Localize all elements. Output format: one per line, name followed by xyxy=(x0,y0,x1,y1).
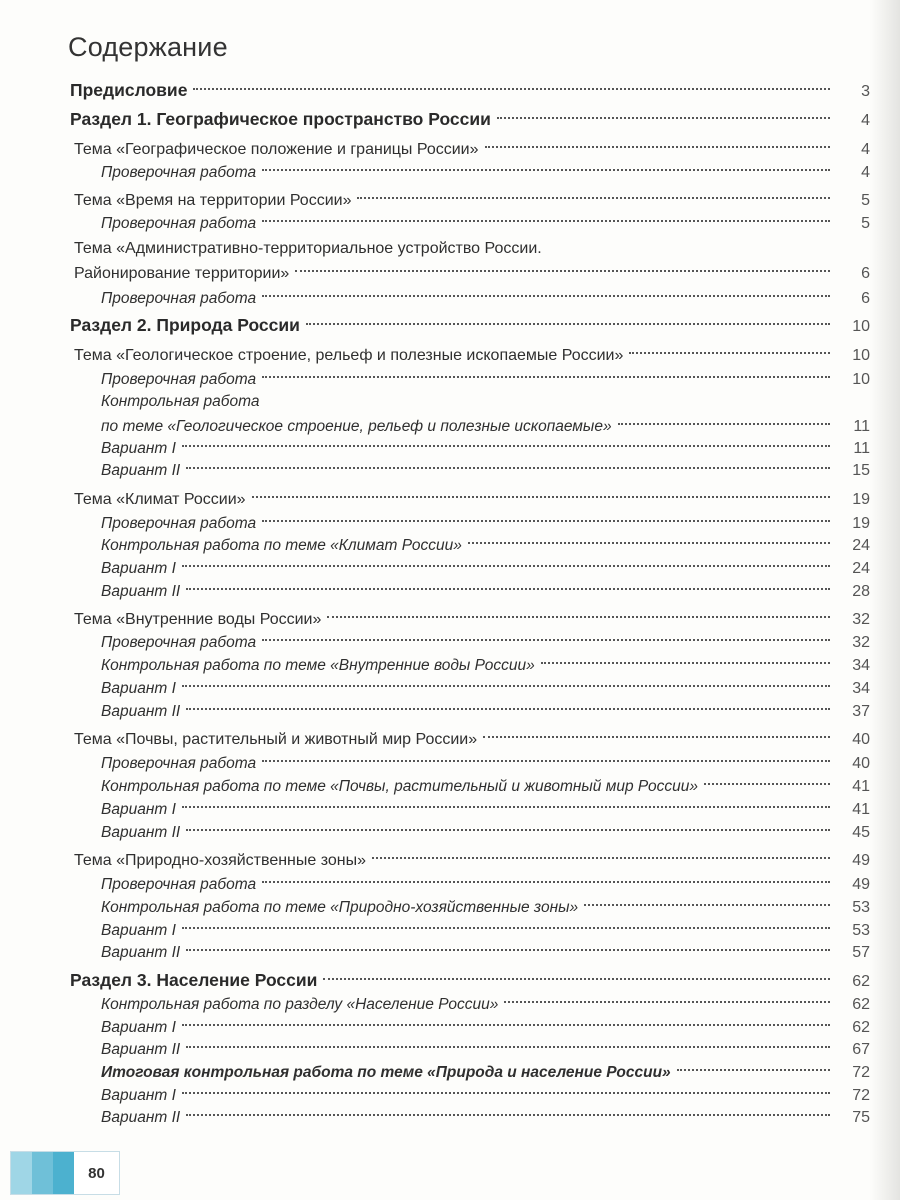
toc-page-number: 72 xyxy=(852,1064,870,1081)
dot-leader xyxy=(252,474,830,498)
dot-leader xyxy=(186,807,830,831)
toc-entry-label: Тема «Климат России» xyxy=(74,491,246,508)
toc-page-number: 4 xyxy=(861,164,870,181)
toc-page-number: 62 xyxy=(852,996,870,1013)
dot-leader xyxy=(186,686,830,710)
toc-page-number: 6 xyxy=(861,290,870,307)
toc-entry-label: Вариант I xyxy=(101,801,176,818)
dot-leader xyxy=(186,566,830,590)
toc-page-number: 24 xyxy=(852,560,870,577)
dot-leader xyxy=(295,248,830,272)
toc-entry-label: Контрольная работа по теме «Внутренние воды России» xyxy=(101,657,535,674)
dot-leader xyxy=(262,147,830,171)
toc-sub-entry[interactable] xyxy=(0,813,900,841)
toc-entry-label: Вариант II xyxy=(101,824,181,841)
toc-page-number: 37 xyxy=(852,703,870,720)
toc-entry-label: Раздел 1. Географическое пространство России xyxy=(70,109,491,129)
toc-page-number: 5 xyxy=(861,192,870,209)
toc-entry-label: Тема «Административно-территориальное устройство России. xyxy=(74,240,542,257)
dot-leader xyxy=(704,761,830,785)
dot-leader xyxy=(372,835,830,859)
toc-entry-label: Вариант II xyxy=(101,703,181,720)
toc-entry-label: Раздел 3. Население России xyxy=(70,970,318,990)
dot-leader xyxy=(483,714,830,738)
dot-leader xyxy=(262,198,830,222)
dot-leader xyxy=(182,784,830,808)
toc-section-entry[interactable] xyxy=(0,307,900,335)
toc-page-number: 32 xyxy=(852,634,870,651)
page-number: 80 xyxy=(74,1152,119,1194)
toc-page-number: 34 xyxy=(852,680,870,697)
toc-entry-label: Раздел 2. Природа России xyxy=(70,315,300,335)
toc-entry-label: Проверочная работа xyxy=(101,755,257,772)
dot-leader xyxy=(182,423,830,447)
toc-page-number: 72 xyxy=(852,1087,870,1104)
dot-leader xyxy=(629,330,830,354)
toc-entry-label: Тема «Внутренние воды России» xyxy=(74,611,322,628)
toc-sub-entry[interactable] xyxy=(0,572,900,600)
toc-page-number: 41 xyxy=(852,801,870,818)
toc-sub-entry[interactable] xyxy=(0,279,900,307)
toc-sub-entry[interactable] xyxy=(0,692,900,720)
toc-page-number: 53 xyxy=(852,922,870,939)
toc-entry-label: Вариант I xyxy=(101,1019,176,1036)
toc-entry-label: Проверочная работа xyxy=(101,164,257,181)
toc-page-number: 67 xyxy=(852,1041,870,1058)
toc-entry-label: Предисловие xyxy=(70,80,188,100)
dot-leader xyxy=(262,859,830,883)
toc-entry-label: Проверочная работа xyxy=(101,215,257,232)
toc-entry-label: Контрольная работа по теме «Почвы, растительный и животный мир России» xyxy=(101,778,699,795)
toc-entry-label: Проверочная работа xyxy=(101,876,257,893)
dot-leader xyxy=(262,354,830,378)
dot-leader xyxy=(468,520,830,544)
dot-leader xyxy=(193,66,830,90)
toc-page-number: 34 xyxy=(852,657,870,674)
dot-leader xyxy=(182,905,830,929)
toc-entry-label: Вариант I xyxy=(101,560,176,577)
toc-entry-label: Вариант I xyxy=(101,922,176,939)
toc-page-number: 49 xyxy=(852,876,870,893)
dot-leader xyxy=(497,95,830,119)
toc-sub-entry[interactable] xyxy=(0,451,900,479)
toc-sub-entry[interactable] xyxy=(0,1098,900,1126)
toc-entry-label: Контрольная работа xyxy=(101,393,260,410)
toc-page-number: 62 xyxy=(852,973,870,990)
toc-entry-label: Вариант II xyxy=(101,1109,181,1126)
dot-leader xyxy=(262,738,830,762)
toc-entry-label: Вариант I xyxy=(101,1087,176,1104)
dot-leader xyxy=(186,1024,830,1048)
toc-entry-label: Контрольная работа по теме «Климат России» xyxy=(101,537,462,554)
toc-entry-label: Вариант II xyxy=(101,583,181,600)
toc-page-number: 28 xyxy=(852,583,870,600)
toc-page-number: 24 xyxy=(852,537,870,554)
dot-leader xyxy=(182,1070,830,1094)
toc-page-number: 53 xyxy=(852,899,870,916)
toc-page-number: 75 xyxy=(852,1109,870,1126)
toc-entry-label: Вариант II xyxy=(101,462,181,479)
dot-leader xyxy=(677,1047,830,1071)
toc-page-number: 62 xyxy=(852,1019,870,1036)
toc-entry-label: Контрольная работа по теме «Природно-хозяйственные зоны» xyxy=(101,899,579,916)
toc-sub-entry[interactable] xyxy=(0,933,900,961)
dot-leader xyxy=(262,617,830,641)
dot-leader xyxy=(182,1002,830,1026)
toc-page-number: 5 xyxy=(861,215,870,232)
toc-page-number: 19 xyxy=(852,515,870,532)
dot-leader xyxy=(541,640,830,664)
toc-entry-label: Контрольная работа по разделу «Население России» xyxy=(101,996,499,1013)
toc-entry-label: Проверочная работа xyxy=(101,290,257,307)
dot-leader xyxy=(485,124,831,148)
toc-entry-label: Тема «Время на территории России» xyxy=(74,192,352,209)
toc-entry-label: Районирование территории» xyxy=(74,265,290,282)
toc-page-number: 32 xyxy=(852,611,870,628)
toc-page-number: 4 xyxy=(861,141,870,158)
toc-entry-label: Вариант II xyxy=(101,1041,181,1058)
dot-leader xyxy=(548,225,830,247)
dot-leader xyxy=(618,401,830,425)
toc-entry-label: Итоговая контрольная работа по теме «Природа и население России» xyxy=(101,1064,671,1081)
toc-entry-label: Проверочная работа xyxy=(101,634,257,651)
dot-leader xyxy=(327,594,830,618)
toc-page-number: 6 xyxy=(861,265,870,282)
toc-page-number: 15 xyxy=(852,462,870,479)
toc-entry-label: Вариант I xyxy=(101,680,176,697)
dot-leader xyxy=(584,882,830,906)
page-number-tab xyxy=(10,1151,120,1195)
toc-section-entry[interactable] xyxy=(0,72,900,100)
toc-page-number: 57 xyxy=(852,944,870,961)
dot-leader xyxy=(306,301,830,325)
toc-page-number: 10 xyxy=(852,318,870,335)
tab-stripe-dark xyxy=(53,1152,74,1194)
tab-stripe-light xyxy=(11,1152,32,1194)
dot-leader xyxy=(323,956,830,980)
toc-page-number: 19 xyxy=(852,491,870,508)
toc-page-number: 49 xyxy=(852,852,870,869)
toc-section-entry[interactable] xyxy=(0,101,900,129)
toc-entry-label: Вариант II xyxy=(101,944,181,961)
page-title: Содержание xyxy=(68,32,228,62)
toc-page-number: 10 xyxy=(852,347,870,364)
toc-entry-label: Тема «Географическое положение и границы России» xyxy=(74,141,479,158)
dot-leader xyxy=(262,498,830,522)
toc-entry-label: Проверочная работа xyxy=(101,371,257,388)
toc-entry-label: по теме «Геологическое строение, рельеф и полезные ископаемые» xyxy=(101,418,612,435)
dot-leader xyxy=(186,1092,830,1116)
toc-page-number: 40 xyxy=(852,755,870,772)
toc-entry-label: Тема «Геологическое строение, рельеф и полезные ископаемые России» xyxy=(74,347,624,364)
dot-leader xyxy=(182,663,830,687)
dot-leader xyxy=(266,378,831,400)
toc-page-number: 11 xyxy=(853,440,870,457)
toc-entry-label: Тема «Природно-хозяйственные зоны» xyxy=(74,852,367,869)
dot-leader xyxy=(504,979,830,1003)
dot-leader xyxy=(182,543,830,567)
dot-leader xyxy=(357,175,830,199)
toc-sub-entry[interactable] xyxy=(0,153,900,181)
toc-page-number: 40 xyxy=(852,731,870,748)
toc-entry-label: Проверочная работа xyxy=(101,515,257,532)
toc-entry-label: Тема «Почвы, растительный и животный мир России» xyxy=(74,731,478,748)
toc-page-number: 41 xyxy=(852,778,870,795)
dot-leader xyxy=(186,445,830,469)
toc-sub-entry[interactable] xyxy=(0,204,900,232)
toc-page-number: 11 xyxy=(853,418,870,435)
dot-leader xyxy=(262,273,830,297)
toc-page-number: 45 xyxy=(852,824,870,841)
toc-page-number: 4 xyxy=(861,112,870,129)
tab-stripe-medium xyxy=(32,1152,53,1194)
toc-page-number: 3 xyxy=(861,83,870,100)
toc-page-number: 10 xyxy=(852,371,870,388)
dot-leader xyxy=(186,927,830,951)
toc-entry-label: Вариант I xyxy=(101,440,176,457)
